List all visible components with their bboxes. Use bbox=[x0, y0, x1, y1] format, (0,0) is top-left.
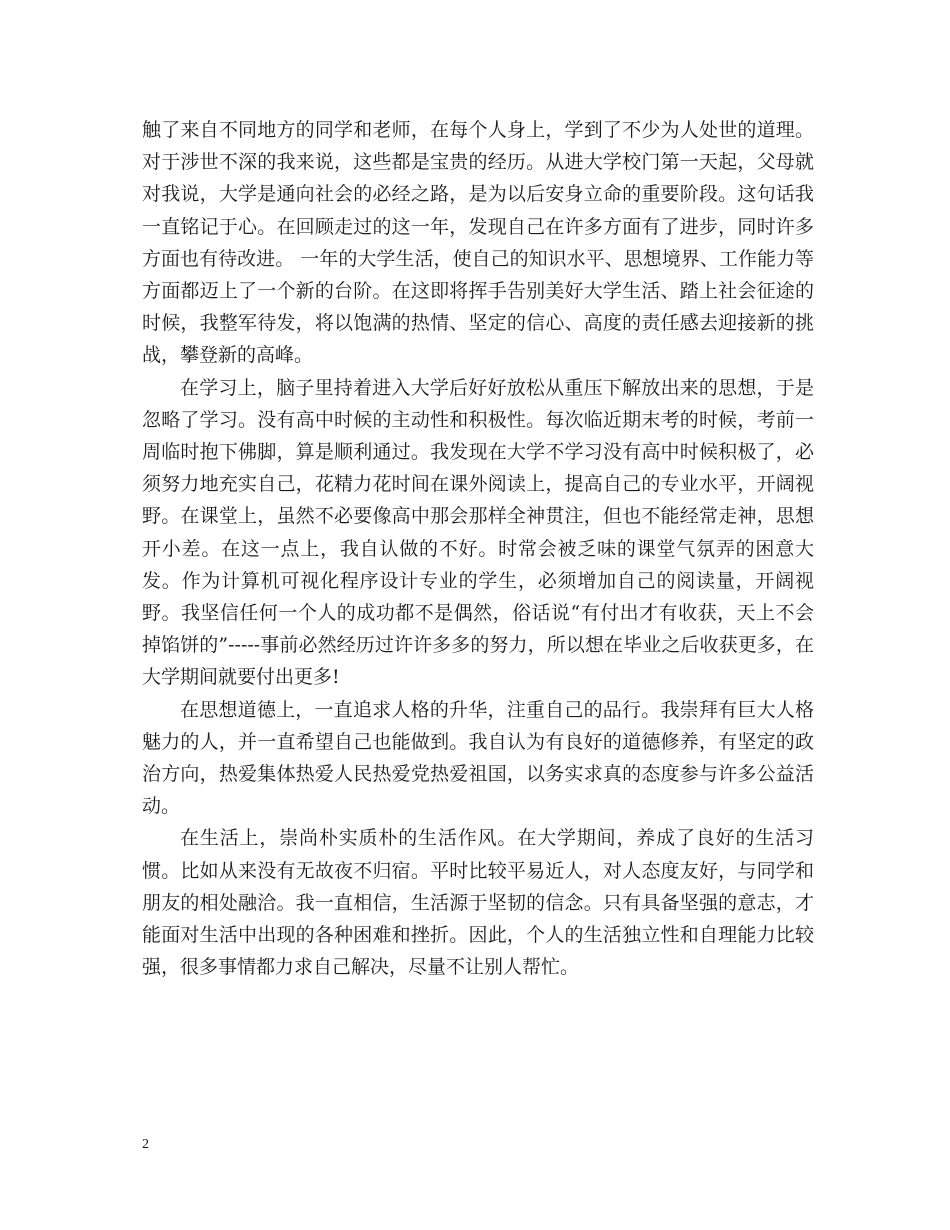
document-body bbox=[142, 114, 814, 983]
paragraph-3: 在思想道德上，一直追求人格的升华，注重自己的品行。我崇拜有巨大人格魅力的人，并一直希望自己也能做到。我自认为有良好的道德修养，有坚定的政治方向，热爱集体热爱人民热爱党热爱祖国，以务实求真的态度参与许多公益活动。 bbox=[142, 698, 814, 818]
paragraph-1: 触了来自不同地方的同学和老师，在每个人身上，学到了不少为人处世的道理。对于涉世不深的我来说，这些都是宝贵的经历。从进大学校门第一天起，父母就对我说，大学是通向社会的必经之路，是为以后安身立命的重要阶段。这句话我一直铭记于心。在回顾走过的这一年，发现自己在许多方面有了进步，同时许多方面也有待改进。 一年的大学生活，使自己的知识水平、思想境界、工作能力等方面都迈上了一个新的台阶。在这即将挥手告别美好大学生活、踏上社会征途的时候，我整军待发，将以饱满的热情、坚定的信心、高度的责任感去迎接新的挑战，攀登新的高峰。 bbox=[142, 119, 814, 367]
page-number: 2 bbox=[142, 1137, 149, 1152]
paragraph-2: 在学习上，脑子里持着进入大学后好好放松从重压下解放出来的思想，于是忽略了学习。没有高中时候的主动性和积极性。每次临近期末考的时候，考前一周临时抱下佛脚，算是顺利通过。我发现在大学不学习没有高中时候积极了，必须努力地充实自己，花精力花时间在课外阅读上，提高自己的专业水平，开阔视野。在课堂上，虽然不必要像高中那会那样全神贯注，但也不能经常走神，思想开小差。在这一点上，我自认做的不好。时常会被乏味的课堂气氛弄的困意大发。作为计算机可视化程序设计专业的学生，必须增加自己的阅读量，开阔视野。我坚信任何一个人的成功都不是偶然，俗话说“有付出才有收获，天上不会掉馅饼的”-----事前必然经历过许许多多的努力，所以想在毕业之后收获更多，在大学期间就要付出更多! bbox=[142, 376, 814, 689]
paragraph-4: 在生活上，崇尚朴实质朴的生活作风。在大学期间，养成了良好的生活习惯。比如从来没有无故夜不归宿。平时比较平易近人，对人态度友好，与同学和朋友的相处融洽。我一直相信，生活源于坚韧的信念。只有具备坚强的意志，才能面对生活中出现的各种困难和挫折。因此，个人的生活独立性和自理能力比较强，很多事情都力求自己解决，尽量不让别人帮忙。 bbox=[142, 827, 814, 979]
